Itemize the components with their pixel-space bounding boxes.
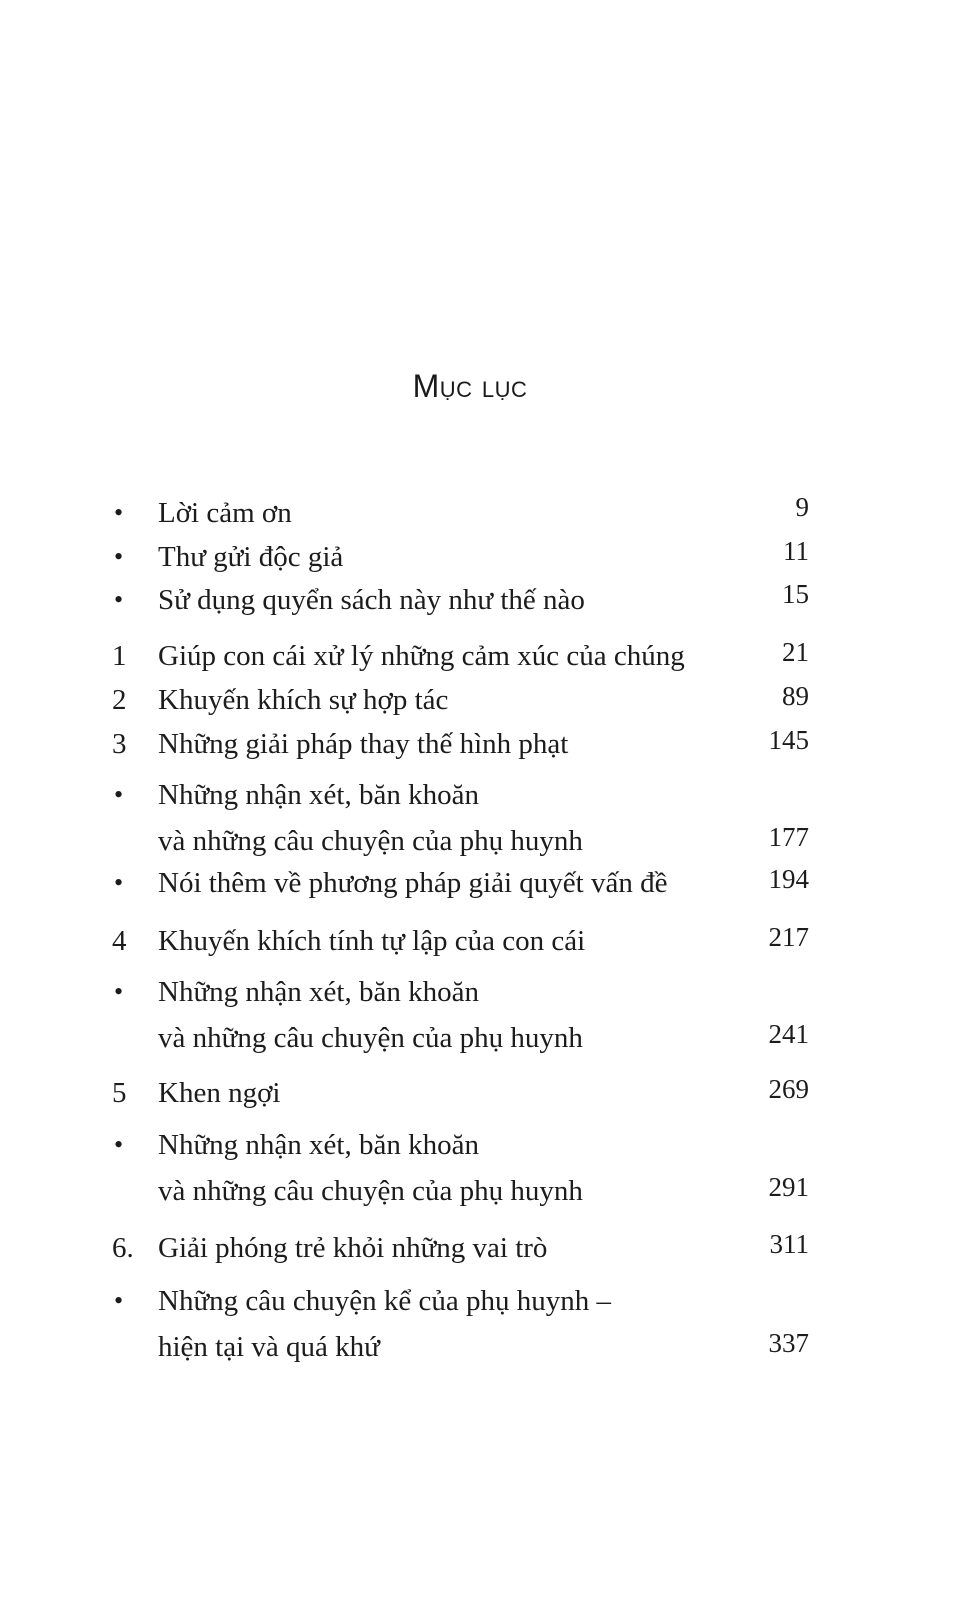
page-number: 11 — [783, 536, 809, 566]
bullet-marker: • — [114, 977, 124, 1006]
entry-title: Những nhận xét, băn khoăn và những câu chuyện của phụ huynh — [158, 1129, 583, 1207]
entry-title: Lời cảm ơn — [158, 497, 292, 529]
page-number: 145 — [768, 725, 809, 755]
page-number: 291 — [768, 1172, 809, 1202]
page-number: 89 — [782, 681, 809, 711]
page-number: 194 — [768, 864, 809, 894]
entry-title: Những nhận xét, băn khoăn và những câu chuyện của phụ huynh — [158, 779, 583, 857]
entry-title: Giải phóng trẻ khỏi những vai trò — [158, 1232, 548, 1264]
chapter-number: 6. — [112, 1232, 134, 1264]
page-number: 337 — [768, 1328, 809, 1358]
bullet-marker: • — [114, 585, 124, 614]
entry-title: Những câu chuyện kể của phụ huynh – hiện tại và quá khứ — [158, 1285, 612, 1363]
page-number: 177 — [768, 822, 809, 852]
page-title-text: Mục lục — [412, 368, 528, 404]
entry-title: Những nhận xét, băn khoăn và những câu chuyện của phụ huynh — [158, 976, 583, 1054]
entry-title: Nói thêm về phương pháp giải quyết vấn đề — [158, 867, 668, 899]
chapter-number: 3 — [112, 728, 127, 760]
entry-title: Những giải pháp thay thế hình phạt — [158, 728, 569, 760]
entry-title: Khuyến khích tính tự lập của con cái — [158, 925, 586, 957]
entry-title: Sử dụng quyển sách này như thế nào — [158, 584, 585, 616]
bullet-marker: • — [114, 542, 124, 571]
entry-title: Thư gửi độc giả — [158, 541, 344, 573]
chapter-number: 4 — [112, 925, 127, 957]
bullet-marker: • — [114, 868, 124, 897]
page-number: 269 — [768, 1074, 809, 1104]
entry-title: Khuyến khích sự hợp tác — [158, 684, 449, 716]
page-number: 241 — [768, 1019, 809, 1049]
chapter-number: 5 — [112, 1077, 127, 1109]
page-number: 311 — [769, 1229, 809, 1259]
bullet-marker: • — [114, 780, 124, 809]
bullet-marker: • — [114, 498, 124, 527]
entry-title: Khen ngợi — [158, 1077, 281, 1109]
chapter-number: 1 — [112, 640, 127, 672]
chapter-number: 2 — [112, 684, 127, 716]
page-number: 9 — [795, 492, 809, 522]
bullet-marker: • — [114, 1130, 124, 1159]
page-number: 21 — [782, 637, 809, 667]
entry-title: Giúp con cái xử lý những cảm xúc của chúng — [158, 640, 685, 672]
bullet-marker: • — [114, 1286, 124, 1315]
page-number: 217 — [768, 922, 809, 952]
page-number: 15 — [782, 579, 809, 609]
